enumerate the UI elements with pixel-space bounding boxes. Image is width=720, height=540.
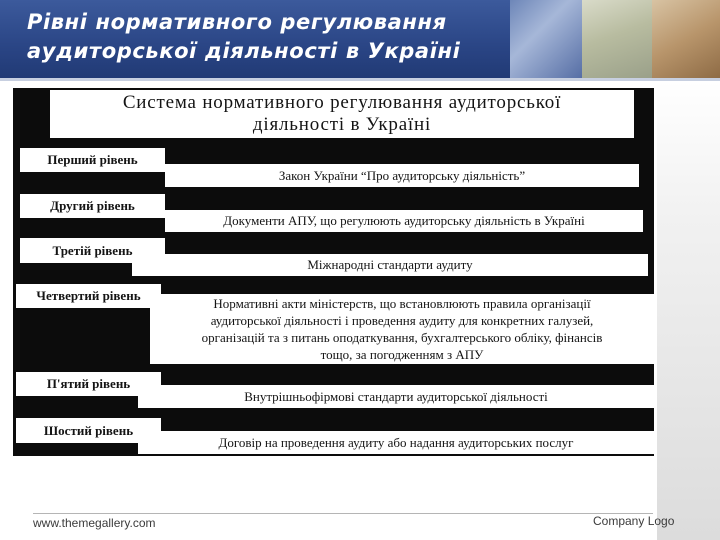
level-1-label: Перший рівень — [20, 148, 165, 172]
level-3-label: Третій рівень — [20, 238, 165, 263]
level-4-content-line-1: Нормативні акти міністерств, що встановлюють правила організації — [213, 296, 591, 311]
level-4-content-line-4: тощо, за погодженням з АПУ — [320, 347, 484, 362]
level-6-content: Договір на проведення аудиту або надання аудиторських послуг — [138, 431, 654, 454]
level-5-label: П'ятий рівень — [16, 372, 161, 396]
header-image-documents — [582, 0, 652, 78]
diagram-panel — [13, 88, 654, 456]
level-2-label: Другий рівень — [20, 194, 165, 218]
header-image-finance — [652, 0, 720, 78]
level-1-content: Закон України “Про аудиторську діяльність” — [165, 164, 639, 187]
diagram-title — [50, 90, 634, 138]
header-image-globe — [510, 0, 582, 78]
level-4-content-line-3: організацій та з питань оподаткування, бухгалтерського обліку, фінансів — [201, 330, 603, 345]
level-6-label: Шостий рівень — [16, 418, 161, 443]
slide-title-line-1: Рівні нормативного регулювання — [27, 10, 447, 34]
level-4-content-line-2: аудиторської діяльності і проведення аудиту для конкретних галузей, — [210, 313, 594, 328]
footer-website: www.themegallery.com — [33, 516, 156, 530]
level-4-content — [150, 294, 654, 364]
slide-title-line-2: аудиторської діяльності в Україні — [27, 39, 461, 63]
level-4-label: Четвертий рівень — [16, 284, 161, 308]
right-decorative-strip — [657, 81, 720, 540]
footer-company-logo: Company Logo — [593, 514, 675, 528]
header-underline — [0, 78, 720, 81]
slide-title — [27, 8, 507, 66]
diagram-title-line-2: діяльності в Україні — [252, 114, 432, 135]
footer-divider — [33, 513, 653, 514]
level-5-content: Внутрішньофірмові стандарти аудиторської діяльності — [138, 385, 654, 408]
level-3-content: Міжнародні стандарти аудиту — [132, 254, 648, 276]
diagram-title-line-1: Система нормативного регулювання аудиторської — [122, 92, 562, 113]
level-2-content: Документи АПУ, що регулюють аудиторську діяльність в Україні — [165, 210, 643, 232]
slide-header — [0, 0, 720, 78]
header-decorative-images — [510, 0, 720, 78]
